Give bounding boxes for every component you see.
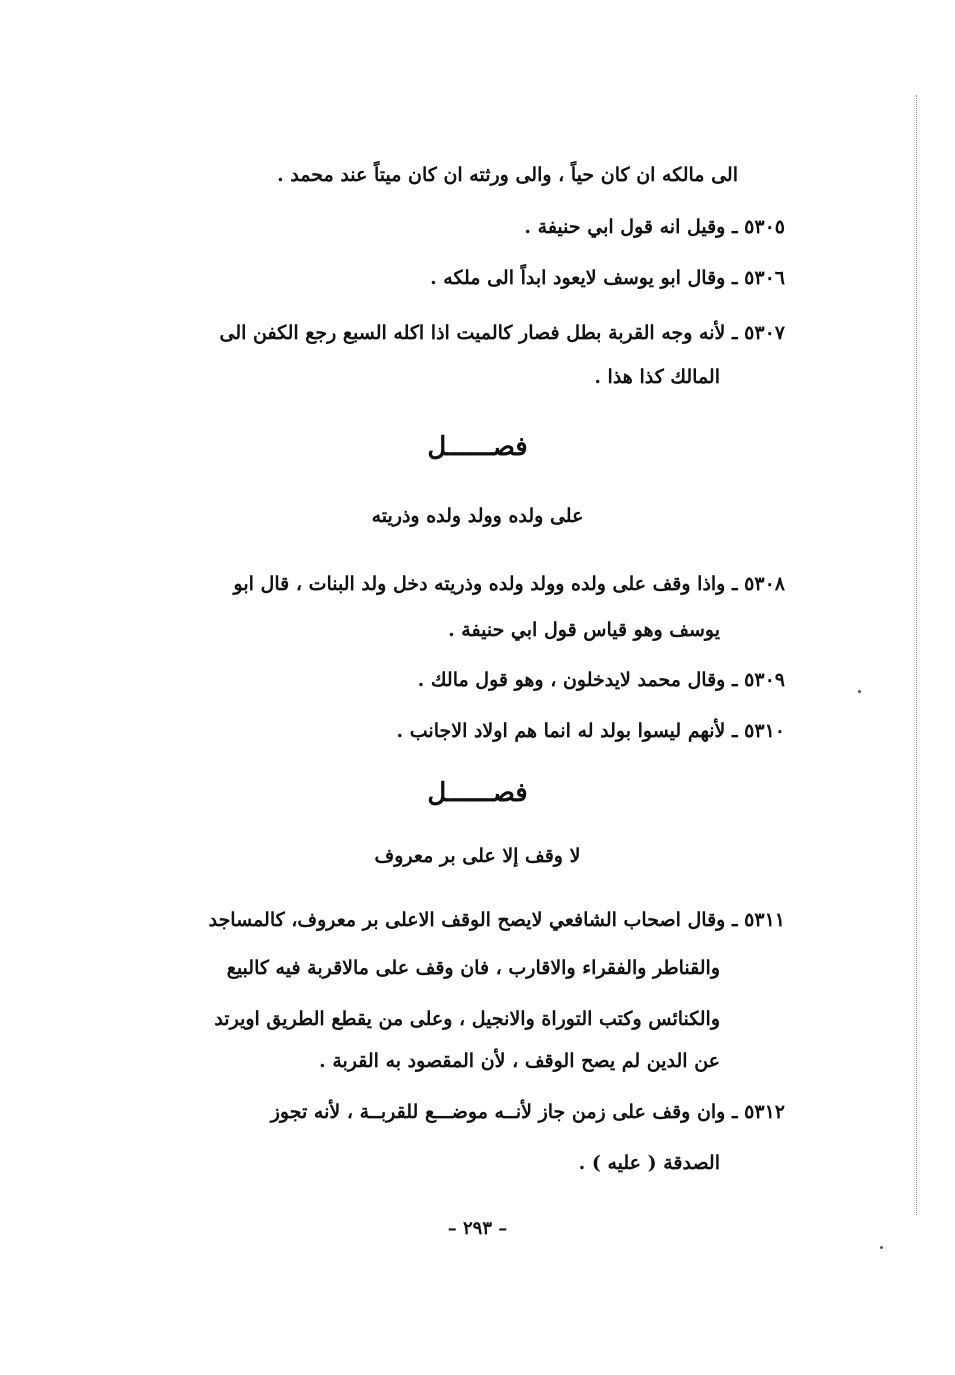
entry-text: واذا وقف على ولده وولد ولده وذريته دخل ولد البنات ، قال ابو <box>233 573 726 595</box>
entry-5308-continuation: يوسف وهو قياس قول ابي حنيفة . <box>448 619 720 641</box>
entry-5311-continuation: والكنائس وكتب التوراة والانجيل ، وعلى من يقطع الطريق اويرتد <box>214 1008 720 1030</box>
scan-speck <box>858 690 861 693</box>
entry-text: لأنهم ليسوا بولد له انما هم اولاد الاجانب . <box>396 720 726 742</box>
entry-5310 <box>397 716 785 746</box>
entry-dash: ـ <box>725 1101 738 1123</box>
entry-text: وقيل انه قول ابي حنيفة . <box>524 216 726 238</box>
section-subheading: على ولده وولد ولده وذريته <box>371 505 584 527</box>
entry-5312 <box>271 1097 785 1127</box>
entry-text: وقال اصحاب الشافعي لايصح الوقف الاعلى بر معروف، كالمساجد <box>208 909 726 931</box>
entry-5311-continuation: والقناطر والفقراء والاقارب ، فان وقف على مالاقربة فيه كالبيع <box>226 957 720 979</box>
entry-5307-continuation: المالك كذا هذا . <box>594 366 720 388</box>
entry-number: ٥٣٠٩ <box>744 669 785 691</box>
entry-5311-continuation: عن الدين لم يصح الوقف ، لأن المقصود به القربة . <box>319 1050 720 1072</box>
entry-text: وان وقف على زمن جاز لأنــه موضـــع للقربــة ، لأنه تجوز <box>270 1101 726 1123</box>
section-heading: فصــــــل <box>427 778 528 808</box>
entry-number: ٥٣١٠ <box>744 720 785 742</box>
entry-dash: ـ <box>725 573 738 595</box>
entry-5305 <box>524 212 785 242</box>
scan-edge-line <box>916 95 917 1215</box>
entry-5307 <box>220 318 786 348</box>
entry-dash: ـ <box>725 669 738 691</box>
entry-5306 <box>430 263 785 293</box>
entry-number: ٥٣٠٨ <box>744 573 785 595</box>
scan-speck <box>880 1246 883 1249</box>
entry-dash: ـ <box>725 216 738 238</box>
entry-text: وقال محمد لايدخلون ، وهو قول مالك . <box>417 669 726 691</box>
entry-5308 <box>234 569 785 599</box>
entry-dash: ـ <box>725 267 738 289</box>
section-subheading: لا وقف إلا على بر معروف <box>374 845 581 867</box>
section-heading: فصــــــل <box>427 432 528 462</box>
entry-number: ٥٣١١ <box>744 909 785 931</box>
entry-number: ٥٣١٢ <box>744 1101 785 1123</box>
entry-number: ٥٣٠٦ <box>744 267 785 289</box>
page-number: – ٢٩٣ – <box>447 1218 508 1239</box>
entry-dash: ـ <box>725 720 738 742</box>
entry-number: ٥٣٠٥ <box>744 216 785 238</box>
entry-5312-continuation: الصدقة ( عليه ) . <box>578 1152 720 1174</box>
entry-5311 <box>209 905 785 935</box>
entry-text: لأنه وجه القربة بطل فصار كالميت اذا اكله السبع رجع الكفن الى <box>219 322 726 344</box>
entry-number: ٥٣٠٧ <box>744 322 785 344</box>
entry-text: وقال ابو يوسف لايعود ابداً الى ملكه . <box>430 267 726 289</box>
entry-dash: ـ <box>725 909 738 931</box>
entry-dash: ـ <box>725 322 738 344</box>
opening-line: الى مالكه ان كان حياً ، والى ورثته ان كان ميتاً عند محمد . <box>277 164 738 186</box>
entry-5309 <box>418 665 785 695</box>
